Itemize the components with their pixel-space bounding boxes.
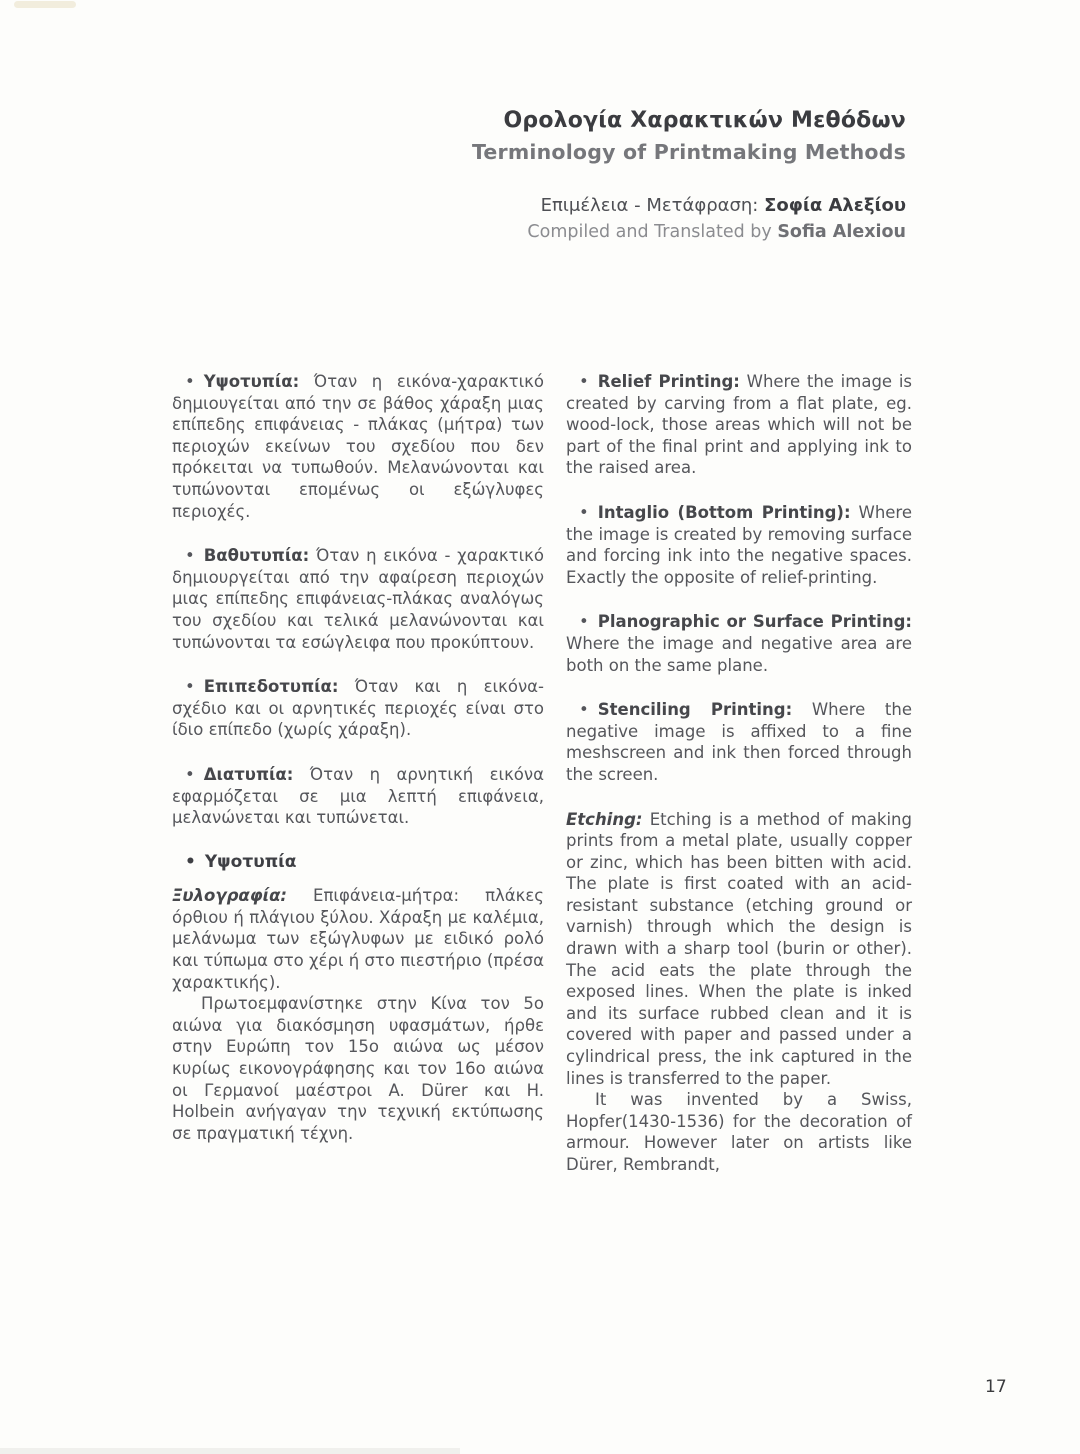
term-lead: Stenciling Printing:: [597, 700, 793, 720]
term-paragraph-vathytypia: [172, 545, 544, 653]
term-lead-italic: Ξυλογραφία:: [172, 886, 288, 906]
term-lead-italic: Etching:: [566, 809, 643, 829]
term-paragraph-relief-printing: [566, 371, 912, 479]
bullet-glyph: •: [185, 764, 195, 784]
bullet-glyph: •: [579, 372, 589, 391]
section-heading-label: Υψοτυπία: [204, 851, 297, 872]
term-paragraph-stenciling: [566, 699, 912, 785]
page-number: 17: [985, 1377, 1007, 1397]
bullet-glyph: •: [185, 851, 196, 872]
term-body: Όταν και η εικόνα-σχέδιο και οι αρνητικές περιοχές είναι στο ίδιο επίπεδο (χωρίς χάραξη).: [172, 677, 544, 740]
term-body: Επιφάνεια-μήτρα: πλάκες όρθιου ή πλάγιου ξύλου. Χάραξη με καλέμια, μελάνωμα των εξώγλυφων με ειδικό ρολό και τύπωμα στο χέρι ή στο πιεστήριο (πρέσα χαρακτικής).: [172, 886, 544, 992]
term-body: Where the image and negative area are both on the same plane.: [566, 633, 912, 675]
paragraph-etching: [566, 809, 912, 1090]
page-title-english: Terminology of Printmaking Methods: [471, 140, 906, 164]
bullet-glyph: •: [579, 700, 589, 720]
term-paragraph-diatypia: [172, 764, 544, 829]
scan-artifact-bottom: [0, 1448, 460, 1454]
term-body: Where the negative image is affixed to a fine meshscreen and ink then forced through the screen.: [566, 700, 912, 784]
bullet-glyph: •: [579, 612, 589, 632]
term-lead: Υψοτυπία:: [203, 372, 300, 391]
term-lead: Planographic or Surface Printing:: [597, 612, 912, 632]
term-body: Where the image is created by removing surface and forcing ink into the negative spaces. Exactly the opposite of relief-printing.: [566, 502, 912, 587]
paragraph-etching-history: It was invented by a Swiss, Hopfer(1430-1536) for the decoration of armour. However later on artists like Dürer, Rembrandt,: [566, 1090, 912, 1174]
byline-english-name: Sofia Alexiou: [777, 222, 906, 242]
term-paragraph-ypsotypia: [172, 371, 544, 522]
term-body: Όταν η εικόνα - χαρακτικό δημιουργείται από την αφαίρεση περιοχών μιας επίπεδης επιφάνειας-πλάκας αναλόγως του σχεδίου και τελικά μελανώνονται και τυπώνονται τα εσώγλειφα που προκύπτουν.: [172, 546, 544, 652]
page-header: [426, 108, 906, 242]
scan-artifact-top: [14, 1, 76, 8]
right-column-english: [566, 371, 912, 1176]
term-body: Where the image is created by carving from a flat plate, eg. wood-lock, those areas which will not be part of the final print and applying ink to the raised area.: [566, 372, 912, 478]
bullet-glyph: •: [579, 502, 589, 522]
term-lead: Διατυπία:: [203, 764, 294, 784]
term-paragraph-epipedotypia: [172, 676, 544, 741]
byline-greek-name: Σοφία Αλεξίου: [764, 195, 906, 216]
page-title-greek: Ορολογία Χαρακτικών Μεθόδων: [503, 108, 906, 133]
term-paragraph-intaglio: [566, 502, 912, 588]
term-lead: Intaglio (Bottom Printing):: [597, 502, 851, 522]
byline-english-prefix: Compiled and Translated by: [527, 222, 778, 242]
term-body: Etching is a method of making prints from a metal plate, usually copper or zinc, which has been bitten with acid. The plate is first coated with an acid-resistant substance (etching ground or varnish) through which the design is drawn with a sharp tool (burin or other). The acid eats the plate through the exposed lines. When the plate is inked and its surface rubbed clean and it is covered with paper and passed under a cylindrical press, the ink captured in the lines is transferred to the paper.: [566, 809, 912, 1088]
term-lead: Βαθυτυπία:: [203, 546, 310, 566]
term-body: Όταν η εικόνα-χαρακτικό δημιουγείται από την σε βάθος χάραξη μιας επίπεδης επιφάνειας - πλάκας (μήτρα) των περιοχών εκείνων του σχεδίου που δεν πρόκειται να τυπωθούν. Μελανώνονται και τυπώνονται επομένως οι εξώγλυφες περιοχές.: [172, 372, 544, 521]
bullet-glyph: •: [185, 546, 195, 566]
paragraph-xylography: [172, 885, 544, 993]
term-body: Όταν η αρνητική εικόνα εφαρμόζεται σε μια λεπτή επιφάνεια, μελανώνεται και τυπώνεται.: [172, 764, 544, 828]
paragraph-xylography-history: Πρωτοεμφανίστηκε στην Κίνα τον 5ο αιώνα για διακόσμηση υφασμάτων, ήρθε στην Ευρώπη τον 15ο αιώνα ως μέσον κυρίως εικονογράφησης και τον 16ο αιώνα οι Γερμανοί μαέστροι A. Dürer και H. Holbein ανήγαγαν την τεχνική εκτύπωσης σε πραγματική τέχνη.: [172, 994, 544, 1143]
byline-english: [426, 222, 906, 242]
byline-greek: [426, 195, 906, 216]
section-heading-ypsotypia: [172, 852, 544, 874]
term-lead: Επιπεδοτυπία:: [203, 677, 339, 697]
bullet-glyph: •: [185, 372, 195, 391]
left-column-greek: [172, 371, 544, 1144]
bullet-glyph: •: [185, 677, 195, 697]
term-lead: Relief Printing:: [597, 372, 740, 391]
byline-greek-prefix: Επιμέλεια - Μετάφραση:: [540, 195, 765, 216]
term-paragraph-planographic: [566, 611, 912, 676]
